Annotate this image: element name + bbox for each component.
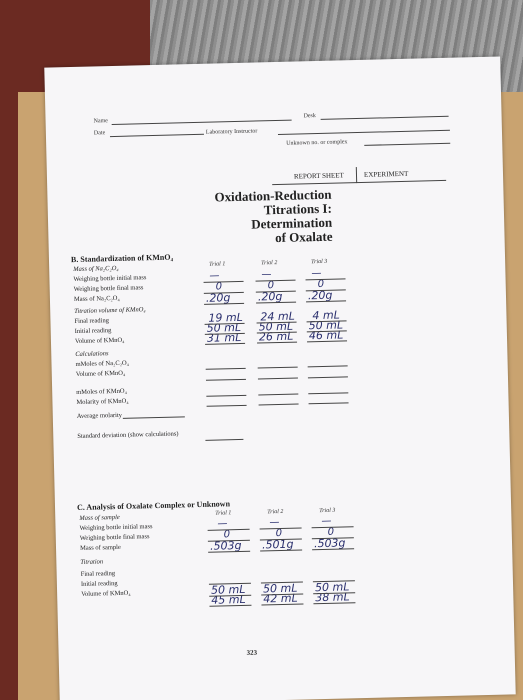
c-trial-3-header: Trial 3: [319, 507, 336, 515]
b-initial-mass-3: —: [311, 267, 322, 280]
b-initial-mass-label: Weighing bottle initial mass: [73, 274, 147, 284]
b-initial-mass-1: —: [209, 270, 220, 282]
b-final-mass-2: 0: [267, 280, 275, 292]
c-final-mass-1: 0: [223, 529, 231, 541]
b-stdev-label: Standard deviation (show calculations): [77, 430, 179, 440]
experiment-label: EXPERIMENT: [363, 169, 409, 179]
c-volume-2: 42 mL: [263, 591, 298, 606]
report-sheet-label: REPORT SHEET: [293, 171, 344, 181]
c-initial-mass-label: Weighing bottle initial mass: [79, 523, 153, 532]
instructor-label: Laboratory Instructor: [205, 128, 258, 136]
b-calculations-label: Calculations: [75, 350, 109, 358]
c-mass-label: Mass of sample: [79, 513, 120, 522]
b-final-mass-3: 0: [317, 278, 325, 291]
c-final-reading-label: Final reading: [80, 570, 116, 578]
c-initial-reading-1: 50 mL: [210, 582, 246, 597]
part-b-labels: [73, 263, 179, 442]
b-mass-label: Mass of Na₂C₂O₄: [73, 264, 119, 274]
c-final-mass-2: 0: [275, 527, 283, 540]
c-volume-label: Volume of KMnO₄: [81, 589, 131, 598]
c-initial-mass-2: —: [269, 517, 280, 529]
title-line-2: Titrations I:: [263, 200, 332, 218]
name-label: Name: [93, 118, 109, 125]
unknown-line: [364, 143, 450, 146]
b-volume-label: Volume of KMnO₄: [74, 336, 125, 345]
b-mass-of-2: .20g: [257, 289, 283, 304]
part-c-labels: [79, 512, 154, 600]
b-mass-of-label: Mass of Na₂C₂O₄: [73, 294, 120, 304]
title-line-1: Oxidation-Reduction: [214, 186, 332, 205]
b-final-reading-3: 4 mL: [312, 308, 340, 323]
b-titration-volume-label: Titration volume of KMnO₄: [74, 306, 146, 316]
c-initial-reading-2: 50 mL: [262, 581, 298, 596]
b-initial-reading-label: Initial reading: [74, 327, 112, 335]
report-sheet-box: [272, 165, 446, 185]
b-volume2-label: Volume of KMnO₄: [75, 369, 126, 378]
name-line: [112, 120, 292, 125]
experiment-title: [167, 188, 332, 248]
part-b-title: B. Standardization of KMnO₄: [70, 252, 174, 265]
b-mass-of-1: .20g: [205, 291, 231, 305]
report-divider: [356, 167, 357, 183]
c-mass-of-1: .503g: [209, 538, 242, 553]
c-trial-2-header: Trial 2: [267, 508, 284, 516]
date-line: [110, 134, 204, 137]
b-final-mass-label: Weighing bottle final mass: [73, 284, 144, 294]
title-line-4: of Oxalate: [274, 228, 333, 246]
b-volume-2: 26 mL: [258, 329, 294, 344]
b-final-mass-1: 0: [215, 281, 223, 293]
c-initial-mass-1: —: [217, 518, 228, 530]
unknown-label: Unknown no. or complex: [286, 139, 348, 147]
report-sheet-page: [44, 57, 515, 700]
b-mmoles-k-label: mMoles of KMnO₄: [76, 387, 127, 396]
b-molarity-label: Molarity of KMnO₄: [76, 397, 129, 406]
date-label: Date: [93, 130, 106, 137]
b-trial-2-header: Trial 2: [261, 260, 278, 267]
c-volume-1: 45 mL: [211, 592, 246, 607]
c-final-mass-3: 0: [327, 526, 335, 538]
c-initial-reading-label: Initial reading: [80, 580, 118, 588]
b-mass-of-3: .20g: [307, 288, 333, 303]
c-initial-reading-3: 50 mL: [314, 580, 350, 595]
b-initial-mass-2: —: [261, 269, 272, 281]
b-volume-3: 46 mL: [308, 328, 344, 343]
desk-line: [321, 116, 449, 120]
b-volume-1: 31 mL: [206, 330, 242, 345]
part-c-title: C. Analysis of Oxalate Complex or Unknown: [76, 499, 231, 512]
c-volume-3: 38 mL: [315, 590, 350, 605]
instructor-line: [278, 130, 450, 135]
c-mass-of-3: .503g: [313, 536, 346, 551]
c-mass-of-label: Mass of sample: [79, 543, 121, 552]
b-initial-reading-2: 50 mL: [258, 319, 294, 334]
title-line-3: Determination: [251, 214, 333, 232]
page-number: 323: [246, 648, 258, 657]
c-final-mass-label: Weighing bottle final mass: [79, 533, 150, 542]
b-initial-reading-3: 50 mL: [308, 318, 344, 333]
c-mass-of-2: .501g: [261, 537, 294, 552]
b-mmoles-na-label: mMoles of Na₂C₂O₄: [75, 359, 129, 368]
c-trial-1-header: Trial 1: [215, 510, 232, 517]
b-final-reading-1: 19 mL: [208, 310, 243, 325]
b-initial-reading-1: 50 mL: [206, 320, 242, 335]
desk-label: Desk: [303, 113, 316, 120]
b-trial-3-header: Trial 3: [311, 258, 328, 266]
c-initial-mass-3: —: [321, 515, 332, 528]
b-final-reading-label: Final reading: [74, 317, 110, 326]
b-final-reading-2: 24 mL: [260, 309, 295, 324]
c-titration-label: Titration: [80, 558, 104, 566]
b-trial-1-header: Trial 1: [209, 261, 226, 268]
b-average-label: Average molarity: [76, 411, 123, 420]
